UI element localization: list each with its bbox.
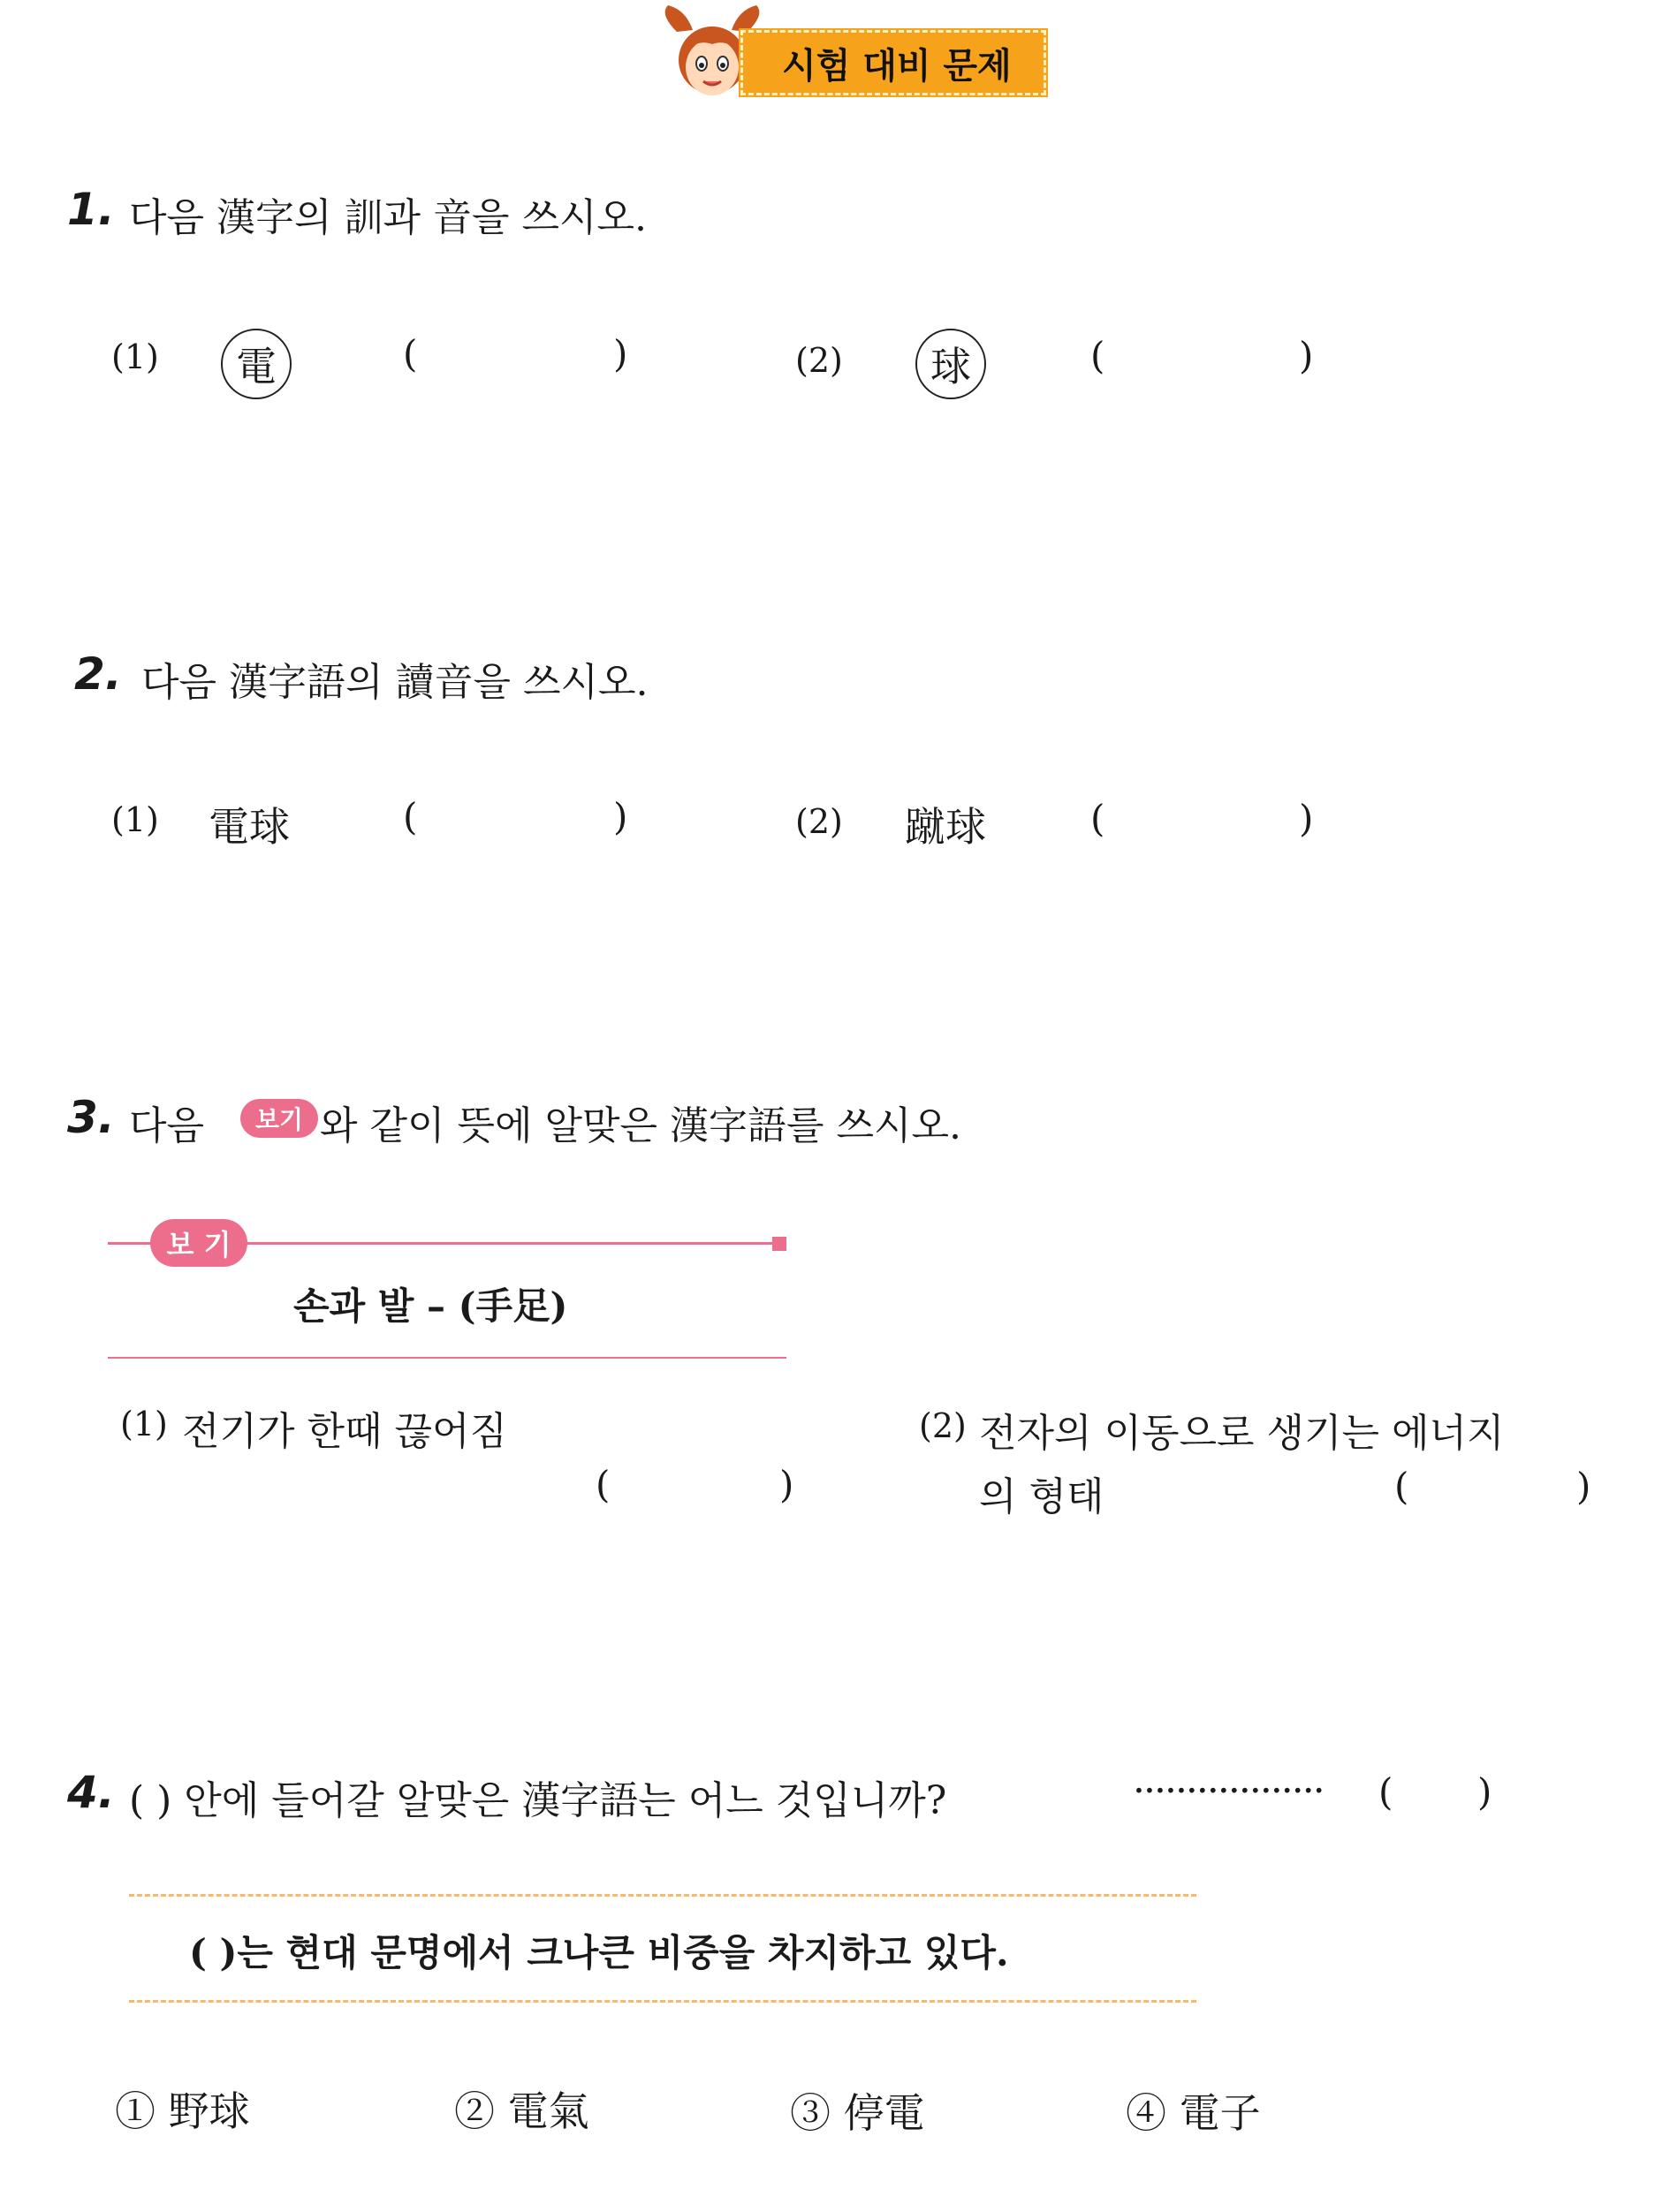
- q3-item1-close-paren: ): [779, 1463, 794, 1506]
- q3-item1-text: 전기가 한때 끊어짐: [182, 1409, 508, 1454]
- q2-item1-close-paren: ): [613, 795, 628, 838]
- q4-prompt: ( ) 안에 들어갈 알맞은 漢字語는 어느 것입니까?: [129, 1778, 947, 1823]
- q3-item1-label: (1): [120, 1405, 168, 1443]
- option-2-word: 電氣: [507, 2087, 589, 2135]
- q4-answer-open-paren[interactable]: (: [1378, 1770, 1393, 1814]
- q4-answer-close-paren: ): [1477, 1770, 1492, 1814]
- option-2-mark: ②: [454, 2087, 495, 2135]
- q1-number: 1.: [67, 184, 115, 235]
- bogi-bottom-line: [108, 1357, 786, 1359]
- option-1-word: 野球: [168, 2087, 250, 2135]
- q2-prompt: 다음 漢字語의 讀音을 쓰시오.: [141, 660, 649, 705]
- q4-number: 4.: [67, 1767, 115, 1818]
- q1-item2-close-paren: ): [1299, 334, 1314, 377]
- option-4[interactable]: [1126, 2081, 1261, 2140]
- option-2[interactable]: [454, 2079, 589, 2138]
- q2-item2-word: 蹴球: [905, 803, 986, 851]
- q3-number: 3.: [67, 1092, 115, 1143]
- option-4-mark: ④: [1126, 2089, 1166, 2137]
- header-title: 시험 대비 문제: [782, 45, 1012, 87]
- q2-item1-open-paren[interactable]: (: [403, 795, 418, 838]
- q2-item2-close-paren: ): [1299, 797, 1314, 840]
- q3-bogi-tag: 보기: [240, 1099, 318, 1138]
- q3-item2-label: (2): [919, 1406, 967, 1445]
- option-3-mark: ③: [790, 2089, 831, 2137]
- q3-item2-close-paren: ): [1576, 1465, 1591, 1508]
- q1-item2-open-paren[interactable]: (: [1090, 334, 1105, 377]
- q2-item2-open-paren[interactable]: (: [1090, 797, 1105, 840]
- option-4-word: 電子: [1179, 2089, 1261, 2137]
- q3-prompt-before: 다음: [129, 1103, 205, 1148]
- q2-number: 2.: [74, 648, 122, 700]
- q1-item2-char: 球: [915, 329, 986, 399]
- bogi-example: 손과 발 – (手足): [293, 1284, 568, 1328]
- q1-item1-char: 電: [221, 329, 292, 399]
- q2-item2-label: (2): [795, 802, 843, 841]
- q1-prompt: 다음 漢字의 訓과 音을 쓰시오.: [129, 195, 647, 240]
- q1-item1-close-paren: ): [613, 332, 628, 375]
- q4-dot-leader: ··················: [1133, 1769, 1324, 1814]
- q1-item1-open-paren[interactable]: (: [403, 332, 418, 375]
- q4-box-bottom-dashes: [129, 2000, 1196, 2003]
- q1-item1-label: (1): [111, 337, 159, 376]
- option-3[interactable]: [790, 2081, 925, 2140]
- q4-sentence: ( )는 현대 문명에서 크나큰 비중을 차지하고 있다.: [189, 1931, 1009, 1974]
- bogi-line-end-square: [772, 1237, 786, 1251]
- q2-item1-label: (1): [111, 800, 159, 839]
- q3-item2-open-paren[interactable]: (: [1394, 1465, 1409, 1508]
- q4-box-top-dashes: [129, 1894, 1196, 1897]
- q3-item2-text-line2: 의 형태: [979, 1474, 1104, 1519]
- q3-item1-open-paren[interactable]: (: [596, 1463, 611, 1506]
- q2-item1-word: 電球: [209, 803, 290, 851]
- option-1-mark: ①: [115, 2087, 156, 2135]
- header-banner: [740, 30, 1046, 95]
- q3-prompt-after: 와 같이 뜻에 알맞은 漢字語를 쓰시오.: [320, 1103, 961, 1148]
- q1-item2-label: (2): [795, 341, 843, 380]
- bogi-box-tag: 보 기: [150, 1219, 247, 1267]
- q3-item2-text-line1: 전자의 이동으로 생기는 에너지: [979, 1411, 1505, 1456]
- option-1[interactable]: [115, 2079, 250, 2138]
- option-3-word: 停電: [843, 2089, 925, 2137]
